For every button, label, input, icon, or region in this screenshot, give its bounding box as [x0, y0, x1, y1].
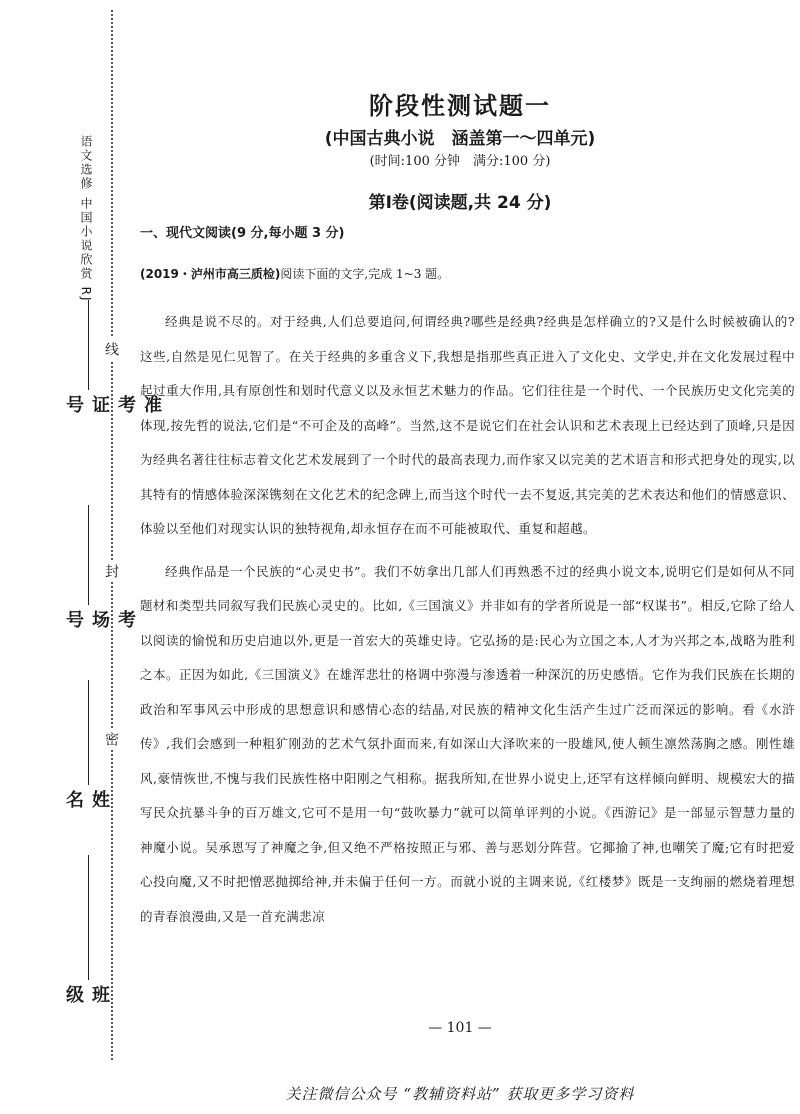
source-instruction: 阅读下面的文字,完成 1~3 题。 — [280, 267, 450, 281]
page-title: 阶段性测试题一 — [369, 91, 551, 120]
name-label: 姓名 — [63, 790, 110, 811]
seal-mark-feng: 封 — [101, 560, 121, 582]
dotted-cut-line — [111, 10, 113, 1060]
section-title: 一、现代文阅读(9 分,每小题 3 分) — [140, 226, 345, 241]
exam-number-line — [88, 300, 89, 390]
passage-paragraph: 经典是说不尽的。对于经典,人们总要追问,何谓经典?哪些是经典?经典是怎样确立的?又是什么时候被确认的?这些,自然是见仁见智了。在关于经典的多重含义下,我想是指那些真正进入了文化史、文学史,并在文化发展过程中起过重大作用,具有原创性和划时代意义以及永恒艺术魅力的作品。它们往往是一个时代、一个民族历史文化完美的体现,按先哲的说法,它们是“不可企及的高峰”。当然,这不是说它们在社会认识和艺术表现上已经达到了顶峰,只是因为经典名著往往标志着文化艺术发展到了一个时代的最高表现力,而作家又以完美的艺术语言和形式把身处的现实,以其特有的情感体验深深镌刻在文化艺术的纪念碑上,而当这个时代一去不复返,其完美的艺术表达和他们的情感意识、体验以至他们对现实认识的独特视角,却永恒存在而不可能被取代、重复和超越。 — [140, 314, 795, 536]
seal-mark-xian: 线 — [101, 338, 121, 360]
room-number-label: 考场号 — [63, 610, 136, 631]
reading-passage — [140, 305, 795, 934]
name-line — [88, 680, 89, 785]
class-line — [88, 855, 89, 980]
page-subtitle: (中国古典小说 涵盖第一～四单元) — [324, 129, 596, 149]
room-number-line — [88, 505, 89, 605]
exam-meta: (时间:100 分钟 满分:100 分) — [369, 154, 551, 169]
page-number: — 101 — — [428, 1020, 492, 1036]
passage-paragraph: 经典作品是一个民族的“心灵史书”。我们不妨拿出几部人们再熟悉不过的经典小说文本,说明它们是如何从不同题材和类型共同叙写我们民族心灵史的。比如,《三国演义》并非如有的学者所说是一部“权谋书”。相反,它除了给人以阅读的愉悦和历史启迪以外,更是一首宏大的英雄史诗。它弘扬的是:民心为立国之本,人才为兴邦之本,战略为胜利之本。正因为如此,《三国演义》在雄浑悲壮的格调中弥漫与渗透着一种深沉的历史感悟。它作为我们民族在长期的政治和军事风云中形成的思想意识和感情心态的结晶,对民族的精神文化生活产生过广泛而深远的影响。看《水浒传》,我们会感到一种粗犷刚劲的艺术气氛扑面而来,有如深山大泽吹来的一股雄风,使人顿生凛然荡胸之感。刚性雄风,豪情恢世,不愧与我们民族性格中阳刚之气相称。据我所知,在世界小说史上,还罕有这样倾向鲜明、规模宏大的描写民众抗暴斗争的百万雄文,它可不是用一句“鼓吹暴力”就可以简单评判的小说。《西游记》是一部显示智慧力量的神魔小说。吴承恩写了神魔之争,但又绝不严格按照正与邪、善与恶划分阵营。它揶揄了神,也嘲笑了魔;它有时把爱心投向魔,又不时把憎恶抛掷给神,并未偏于任何一方。而就小说的主调来说,《红楼梦》既是一支绚丽的燃烧着理想的青春浪漫曲,又是一首充满悲凉 — [140, 563, 795, 924]
source-tag: (2019・泸州市高三质检) — [140, 267, 281, 281]
footer-note: 关注微信公众号 “教辅资料站” 获取更多学习资料 — [285, 1085, 635, 1103]
class-label: 班级 — [63, 985, 110, 1006]
source-line — [140, 265, 449, 282]
series-label: 语文选修 中国小说欣赏 RJ — [79, 135, 93, 303]
part-title: 第Ⅰ卷(阅读题,共 24 分) — [368, 193, 552, 213]
seal-mark-mi: 密 — [101, 728, 121, 750]
exam-number-label: 准考证号 — [63, 395, 162, 416]
binding-margin — [0, 0, 162, 1114]
